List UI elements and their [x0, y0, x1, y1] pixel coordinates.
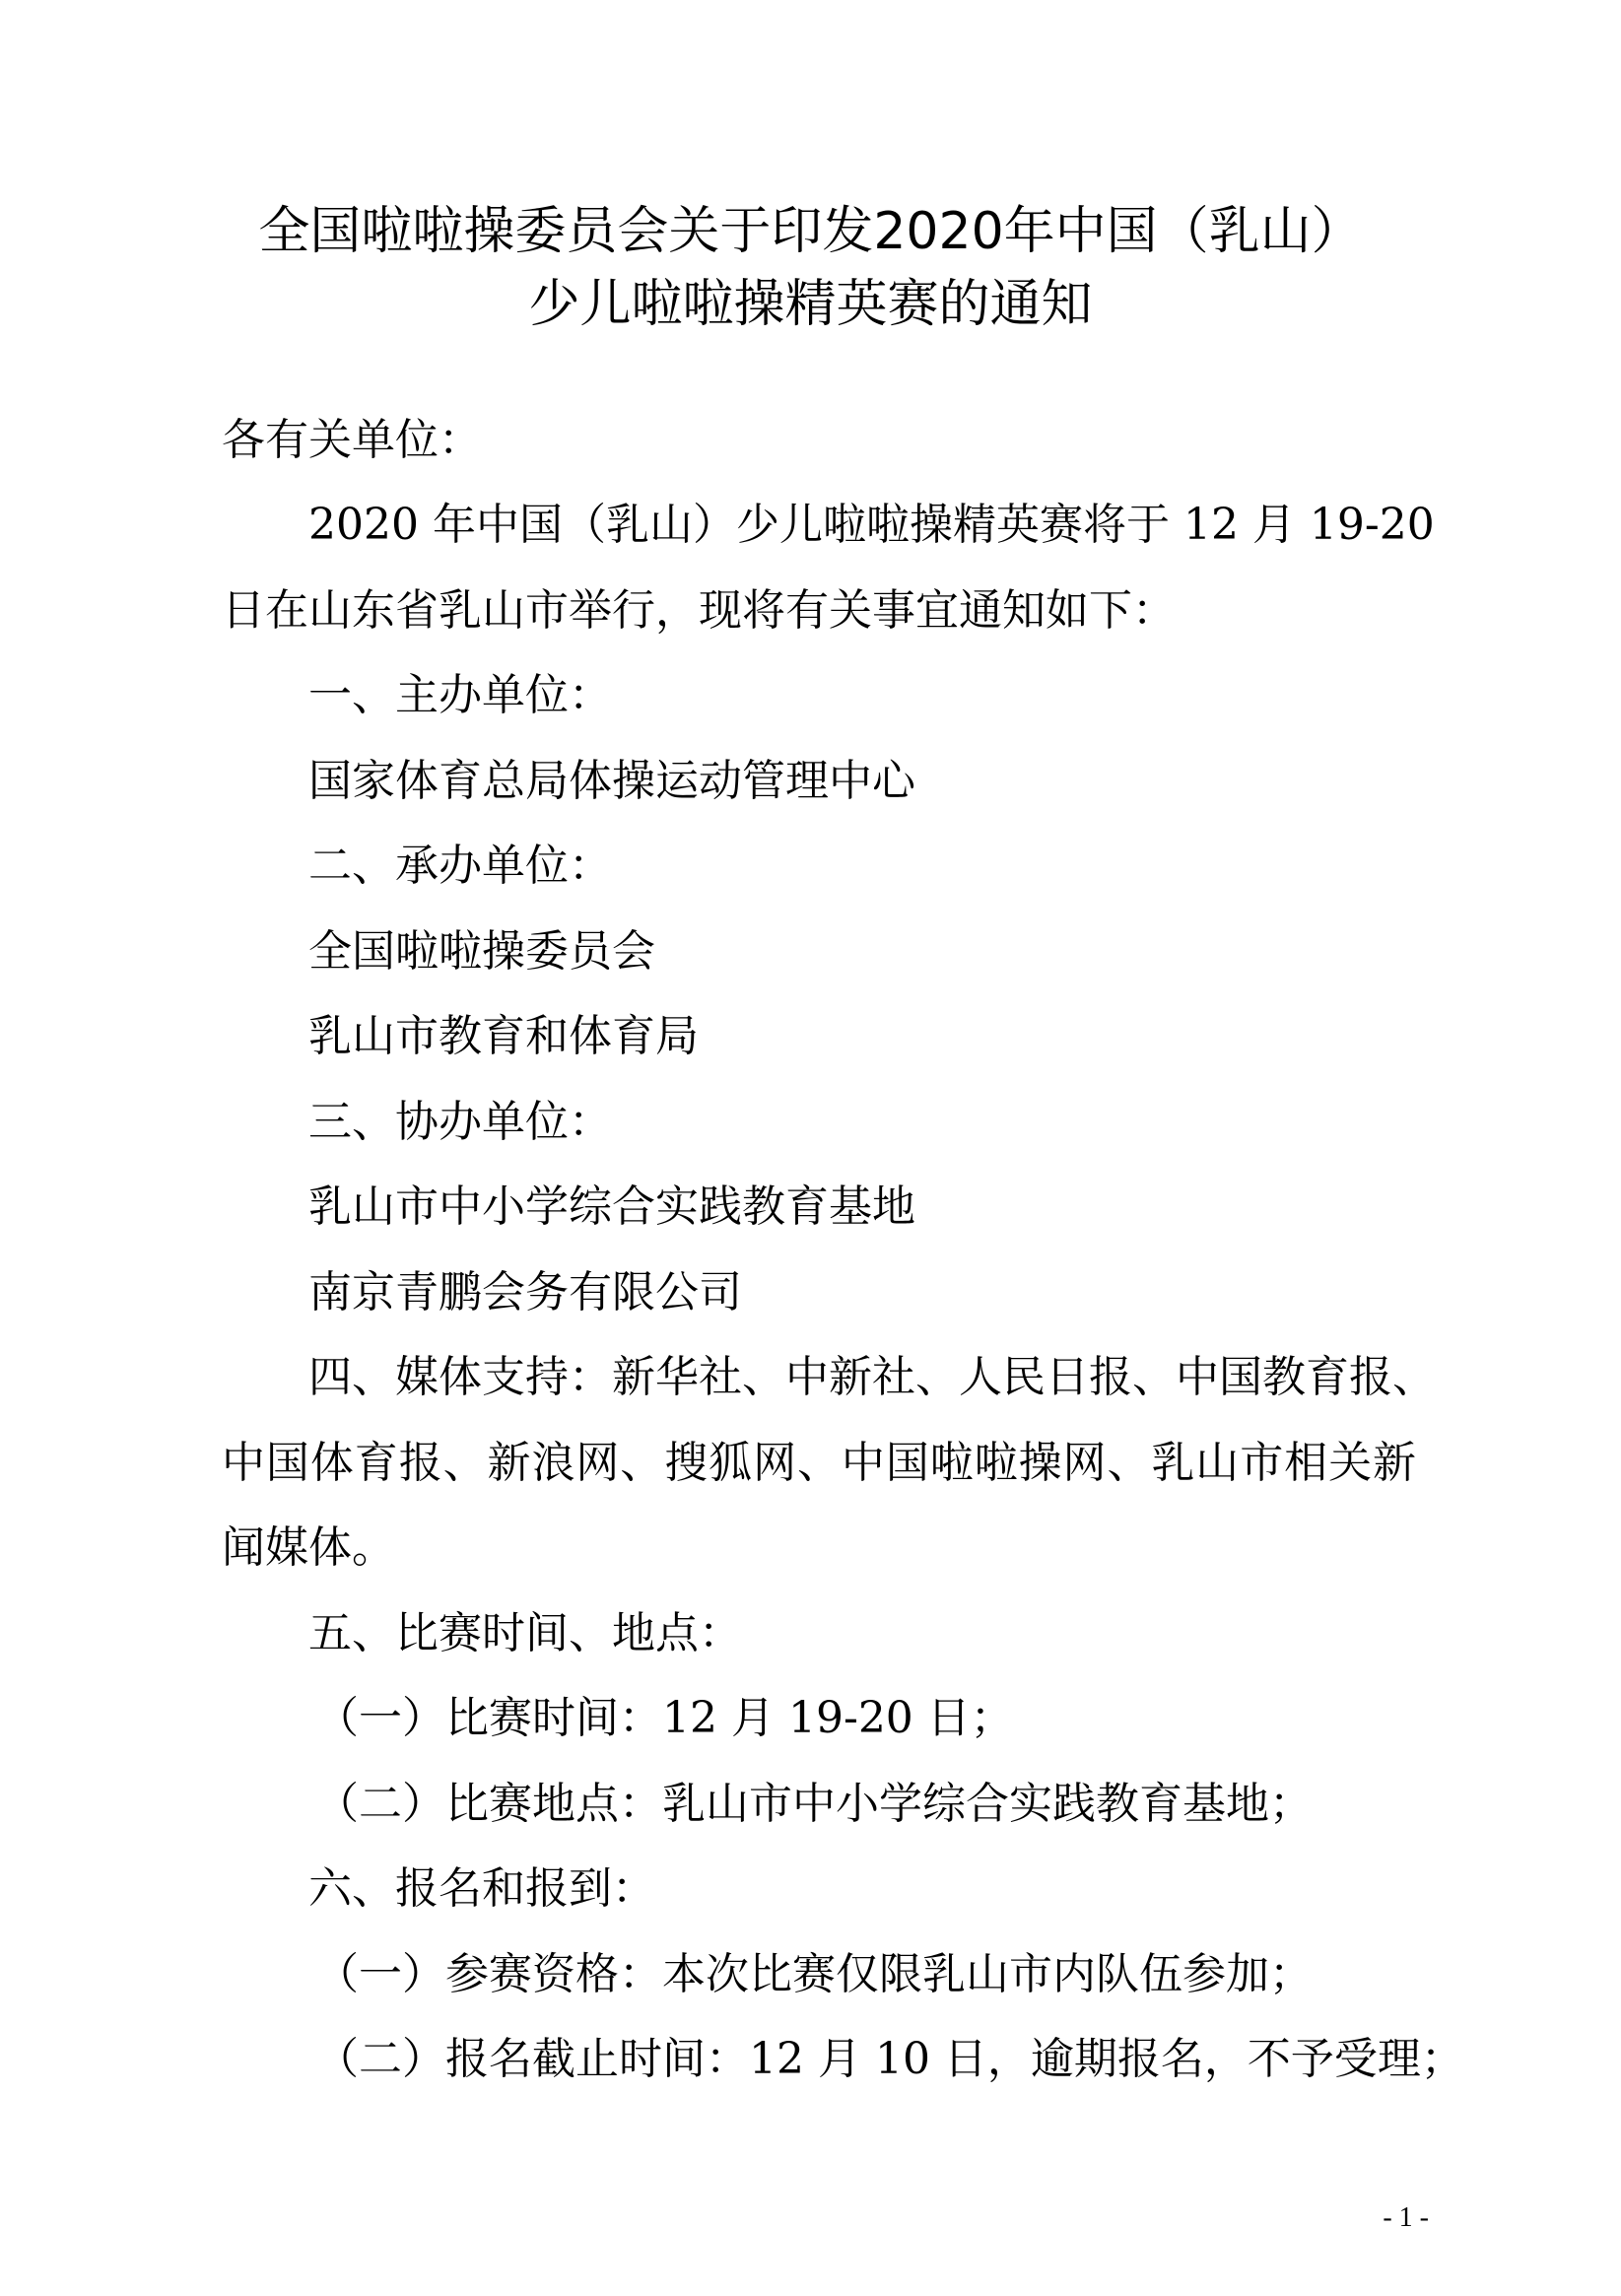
section-5-item-1: （一）比赛时间：12 月 19-20 日；	[315, 1693, 1014, 1743]
section-2-heading: 二、承办单位：	[308, 841, 612, 891]
section-2-host-1: 全国啦啦操委员会	[308, 926, 655, 977]
section-5-item-2: （二）比赛地点：乳山市中小学综合实践教育基地；	[315, 1779, 1313, 1829]
section-4-line-3: 闻媒体。	[222, 1522, 395, 1573]
section-6-item-1: （一）参赛资格：本次比赛仅限乳山市内队伍参加；	[315, 1949, 1313, 1999]
section-6-heading: 六、报名和报到：	[308, 1863, 655, 1914]
section-3-coorganizer-1: 乳山市中小学综合实践教育基地	[308, 1182, 915, 1232]
section-3-coorganizer-2: 南京青鹏会务有限公司	[308, 1267, 742, 1317]
section-1-organizer: 国家体育总局体操运动管理中心	[308, 756, 915, 806]
salutation: 各有关单位：	[222, 415, 482, 465]
document-title-line-1: 全国啦啦操委员会关于印发2020年中国（乳山）	[258, 202, 1363, 261]
section-4-line-1: 四、媒体支持：新华社、中新社、人民日报、中国教育报、	[308, 1352, 1436, 1402]
section-3-heading: 三、协办单位：	[308, 1097, 612, 1147]
page-number: - 1 -	[1383, 2202, 1429, 2233]
section-1-heading: 一、主办单位：	[308, 670, 612, 720]
section-4-line-2: 中国体育报、新浪网、搜狐网、中国啦啦操网、乳山市相关新	[222, 1438, 1416, 1488]
section-6-item-2: （二）报名截止时间：12 月 10 日，逾期报名，不予受理；	[315, 2034, 1464, 2084]
section-5-heading: 五、比赛时间、地点：	[308, 1608, 742, 1658]
intro-paragraph-line-2: 日在山东省乳山市举行，现将有关事宜通知如下：	[222, 585, 1176, 636]
section-2-host-2: 乳山市教育和体育局	[308, 1011, 699, 1061]
document-title-line-2: 少儿啦啦操精英赛的通知	[528, 275, 1093, 334]
intro-paragraph-line-1: 2020 年中国（乳山）少儿啦啦操精英赛将于 12 月 19-20	[308, 500, 1435, 550]
